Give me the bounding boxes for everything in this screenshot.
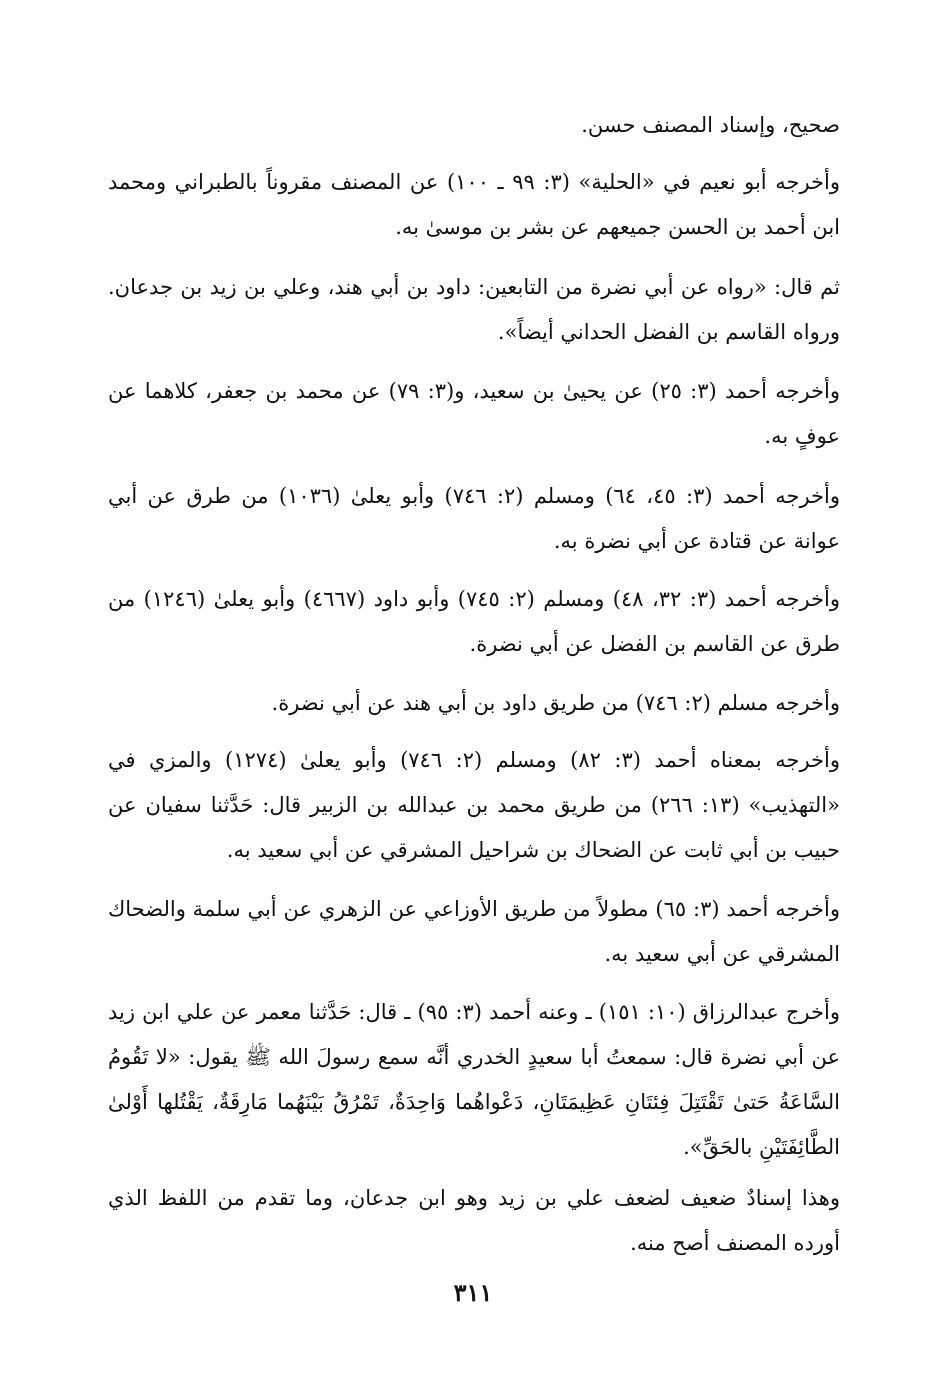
paragraph-1: صحيح، وإسناد المصنف حسن. <box>581 113 840 137</box>
paragraph-5: وأخرجه أحمد (٣: ٤٥، ٦٤) ومسلم (٢: ٧٤٦) وأبو يعلىٰ (١٠٣٦) من طرق عن أبي عوانة عن قتادة عن أبي نضرة به. <box>108 484 840 553</box>
paragraph-6: وأخرجه أحمد (٣: ٣٢، ٤٨) ومسلم (٢: ٧٤٥) وأبو داود (٤٦٦٧) وأبو يعلىٰ (١٢٤٦) من طرق عن القاسم بن الفضل عن أبي نضرة. <box>108 587 840 656</box>
paragraph-10: وأخرج عبدالرزاق (١٠: ١٥١) ـ وعنه أحمد (٣: ٩٥) ـ قال: حَدَّثنا معمر عن علي ابن زيد عن أبي نضرة قال: سمعتُ أبا سعيدٍ الخدري أنَّه سمع رسولَ الله ﷺ يقول: «لا تَقُومُ السَّاعَةُ حَتىٰ تَقْتَتِلَ فِئتَانِ عَظِيمَتَانِ، دَعْواهُما وَاحِدَةٌ، تَمْرُقُ بَيْنَهُما مَارِقَةٌ، يَقْتُلها أَوْلىٰ الطَّائِفَتَيْنِ بالحَقِّ». <box>108 1000 840 1159</box>
paragraph-7: وأخرجه مسلم (٢: ٧٤٦) من طريق داود بن أبي هند عن أبي نضرة. <box>271 691 840 715</box>
paragraph-11: وهذا إسنادٌ ضعيف لضعف علي بن زيد وهو ابن جدعان، وما تقدم من اللفظ الذي أورده المصنف أصح منه. <box>108 1186 840 1255</box>
paragraph-8: وأخرجه بمعناه أحمد (٣: ٨٢) ومسلم (٢: ٧٤٦) وأبو يعلىٰ (١٢٧٤) والمزي في «التهذيب» (١٣: ٢٦٦) من طريق محمد بن عبدالله بن الزبير قال: حَدَّثنا سفيان عن حبيب بن أبي ثابت عن الضحاك بن شراحيل المشرقي عن أبي سعيد به. <box>108 748 841 862</box>
paragraph-2: وأخرجه أبو نعيم في «الحلية» (٣: ٩٩ ـ ١٠٠) عن المصنف مقروناً بالطبراني ومحمد ابن أحمد بن الحسن جميعهم عن بشر بن موسىٰ به. <box>108 170 840 239</box>
paragraph-9: وأخرجه أحمد (٣: ٦٥) مطولاً من طريق الأوزاعي عن الزهري عن أبي سلمة والضحاك المشرقي عن أبي سعيد به. <box>108 897 840 966</box>
paragraph-4: وأخرجه أحمد (٣: ٢٥) عن يحيىٰ بن سعيد، و(٣: ٧٩) عن محمد بن جعفر، كلاهما عن عوفٍ به. <box>108 379 840 448</box>
page-number: ٣١١ <box>453 1278 493 1307</box>
paragraph-3: ثم قال: «رواه عن أبي نضرة من التابعين: داود بن أبي هند، وعلي بن زيد بن جدعان. ورواه القاسم بن الفضل الحداني أيضاً». <box>108 275 840 344</box>
